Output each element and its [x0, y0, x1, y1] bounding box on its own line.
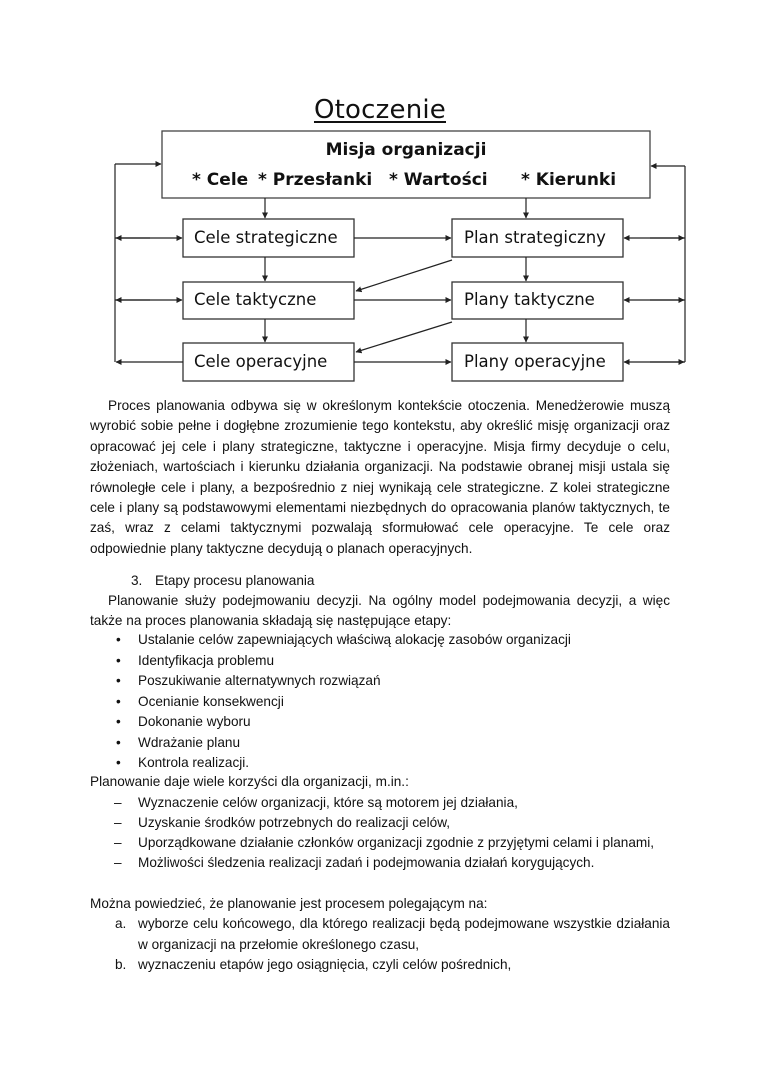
list-item: Wyznaczenie celów organizacji, które są motorem jej działania, — [138, 795, 518, 810]
section-number: 3. — [131, 573, 143, 588]
bullet-icon: • — [116, 694, 121, 709]
list-item: Dokonanie wyboru — [138, 714, 251, 729]
section-heading: Etapy procesu planowania — [155, 573, 315, 588]
dash-icon: – — [114, 815, 122, 830]
box-plany-taktyczne: Plany taktyczne — [464, 290, 595, 309]
section-paragraph-wrap — [90, 591, 670, 632]
diagram-title: Otoczenie — [313, 95, 446, 125]
section-paragraph: Planowanie służy podejmowaniu decyzji. Na ogólny model podejmowania decyzji, a więc także na proces planowania składają się następujące etapy: — [90, 593, 670, 629]
list-item: wyborze celu końcowego, dla którego realizacji będą podejmowane wszystkie działania w organizacji na przełomie określonego czasu, — [138, 916, 670, 952]
bullet-icon: • — [116, 673, 121, 688]
list-item: Uzyskanie środków potrzebnych do realizacji celów, — [138, 815, 451, 830]
intro-section — [90, 396, 670, 559]
list-item: Ustalanie celów zapewniających właściwą alokację zasobów organizacji — [138, 632, 571, 647]
box-cele-operacyjne: Cele operacyjne — [194, 352, 328, 371]
box-plany-operacyjne: Plany operacyjne — [464, 352, 606, 371]
bullet-icon: • — [116, 755, 121, 770]
list-item: Ocenianie konsekwencji — [138, 694, 284, 709]
bullet-icon: • — [116, 632, 121, 647]
list-marker-a: a. — [115, 916, 127, 931]
mission-item-wartosci: * Wartości — [389, 170, 488, 190]
planning-diagram — [0, 0, 760, 395]
mission-title: Misja organizacji — [325, 140, 487, 160]
box-cele-taktyczne: Cele taktyczne — [194, 290, 317, 309]
dash-icon: – — [114, 835, 122, 850]
mission-item-kierunki: * Kierunki — [521, 170, 617, 190]
list-item: wyznaczeniu etapów jego osiągnięcia, czyli celów pośrednich, — [138, 957, 512, 972]
dash-icon: – — [114, 855, 122, 870]
bullet-icon: • — [116, 653, 121, 668]
list-item: Uporządkowane działanie członków organizacji zgodnie z przyjętymi celami i planami, — [138, 835, 655, 850]
mission-item-przeslanki: * Przesłanki — [258, 170, 373, 190]
intro-paragraph: Proces planowania odbywa się w określonym kontekście otoczenia. Menedżerowie muszą wyrobić sobie pełne i dogłębne zrozumienie tego kontekstu, aby określić misję organizacji oraz opracować jej cele i plany strategiczne, taktyczne i operacyjne. Misja firmy decyduje o celu, złożeniach, wartościach i kierunku działania organizacji. Na podstawie obranej misji ustala się równoległe cele i plany, a bezpośrednio z niej wynikają cele strategiczne. Z kolei strategiczne cele i plany są podstawowymi elementami niezbędnych do opracowania planów taktycznych, te zaś, wraz z celami taktycznymi pozwalają sformułować cele operacyjne. Te cele oraz odpowiednie plany taktyczne decydują o planach operacyjnych. — [90, 398, 670, 556]
list-item: Identyfikacja problemu — [138, 653, 275, 668]
mission-item-cele: * Cele — [192, 170, 249, 190]
list-item: Poszukiwanie alternatywnych rozwiązań — [138, 673, 381, 688]
diagram-lines — [0, 0, 760, 395]
bullet-icon: • — [116, 735, 121, 750]
box-plan-strategiczny: Plan strategiczny — [464, 228, 606, 247]
benefits-intro: Planowanie daje wiele korzyści dla organizacji, m.in.: — [90, 774, 409, 789]
dash-icon: – — [114, 795, 122, 810]
bullet-icon: • — [116, 714, 121, 729]
box-cele-strategiczne: Cele strategiczne — [194, 228, 338, 247]
list-item: Kontrola realizacji. — [138, 755, 250, 770]
list-marker-b: b. — [115, 957, 127, 972]
list-item: Wdrażanie planu — [138, 735, 241, 750]
process-intro: Można powiedzieć, że planowanie jest procesem polegającym na: — [90, 896, 488, 911]
list-item: Możliwości śledzenia realizacji zadań i podejmowania działań korygujących. — [138, 855, 595, 870]
